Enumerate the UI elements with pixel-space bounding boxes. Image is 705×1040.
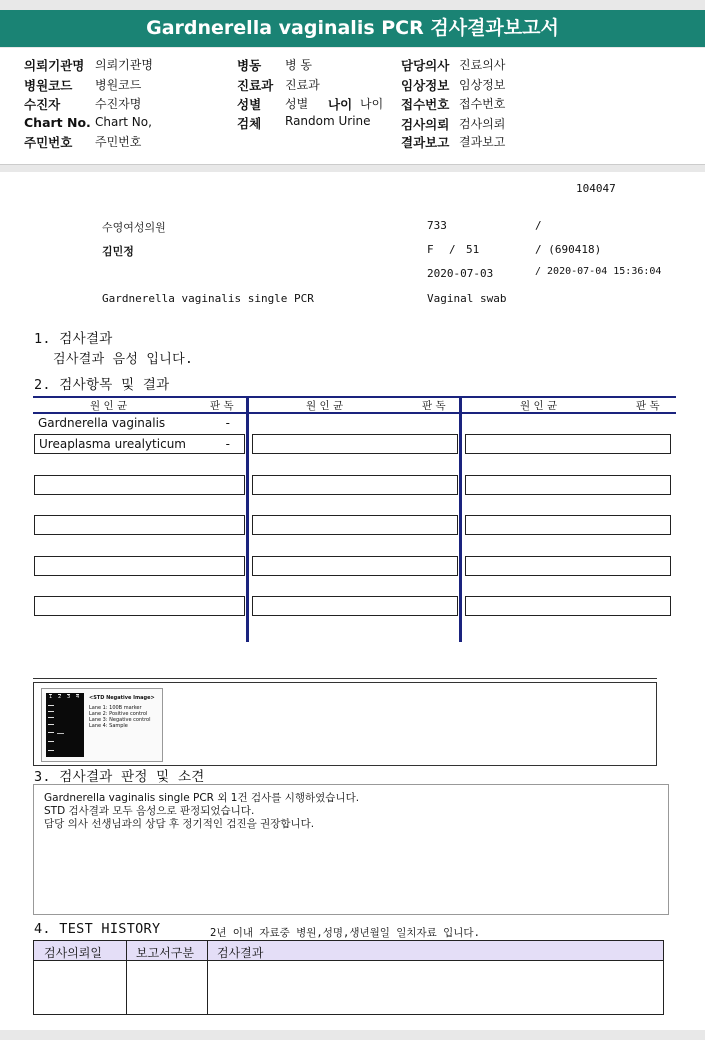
empty-row xyxy=(252,596,458,616)
header-label: Chart No. xyxy=(24,115,91,130)
header-label: 담당의사 xyxy=(401,58,450,73)
header-label: 병원코드 xyxy=(24,78,73,93)
section-4-title: 4. TEST HISTORY xyxy=(34,921,161,937)
comment-box xyxy=(33,784,669,915)
empty-row xyxy=(465,434,671,454)
empty-row xyxy=(465,556,671,576)
header-value: 검사의뢰 xyxy=(459,117,506,131)
gel-image xyxy=(41,688,163,762)
empty-row xyxy=(465,515,671,535)
header-label: 수진자 xyxy=(24,97,61,112)
header-label: 성별 xyxy=(237,97,262,112)
report-number: 104047 xyxy=(576,182,616,195)
patient-birth: / (690418) xyxy=(535,243,602,256)
gel-band xyxy=(48,724,54,725)
clinic-code: 733 xyxy=(427,219,447,232)
column-divider xyxy=(459,396,462,642)
empty-row xyxy=(252,434,458,454)
comment-line: 담당 의사 선생님과의 상담 후 정기적인 검진을 권장합니다. xyxy=(44,818,315,830)
column-header-organism: 원 인 균 xyxy=(520,400,558,412)
header-label: 결과보고 xyxy=(401,135,450,150)
gel-caption xyxy=(89,695,155,729)
empty-row xyxy=(34,475,245,495)
gel-band xyxy=(48,750,54,751)
header-value: 성별 xyxy=(285,97,309,111)
empty-row xyxy=(252,515,458,535)
history-table xyxy=(33,940,664,1015)
report-datetime: / 2020-07-04 15:36:04 xyxy=(535,266,662,277)
gel-caption-title: <STD Negative Image> xyxy=(89,695,155,701)
column-header-result: 검사결과 xyxy=(217,946,264,960)
patient-age: 51 xyxy=(466,243,480,256)
patient-name: 김민정 xyxy=(102,245,134,258)
receipt-date: 2020-07-03 xyxy=(427,267,494,280)
column-header-organism: 원 인 균 xyxy=(90,400,128,412)
column-header-verdict: 판 독 xyxy=(422,400,446,412)
header-label: 진료과 xyxy=(237,78,274,93)
specimen-type: Vaginal swab xyxy=(427,292,507,305)
header-label: 임상정보 xyxy=(401,78,450,93)
organism-name: Ureaplasma urealyticum xyxy=(39,437,186,451)
gel-band xyxy=(48,732,54,733)
header-label: 주민번호 xyxy=(24,135,73,150)
empty-row xyxy=(34,596,245,616)
comment-line: Gardnerella vaginalis single PCR 외 1건 검사를 시행하였습니다. xyxy=(44,792,360,804)
report-header xyxy=(0,48,705,165)
header-value: 임상정보 xyxy=(459,78,506,92)
column-divider xyxy=(246,396,249,642)
column-header-organism: 원 인 균 xyxy=(306,400,344,412)
organism-name: Gardnerella vaginalis xyxy=(38,416,166,430)
header-value: 진료과 xyxy=(285,78,320,92)
gel-caption-line: Lane 3: Negative control xyxy=(89,717,151,723)
header-value: 주민번호 xyxy=(95,135,142,149)
lane-number: 3 xyxy=(67,694,71,700)
gel-image-box xyxy=(33,682,657,766)
empty-row xyxy=(34,515,245,535)
divider xyxy=(33,678,657,679)
header-value: 의뢰기관명 xyxy=(95,58,153,72)
section-3-title: 3. 검사결과 판정 및 소견 xyxy=(34,769,205,785)
separator: / xyxy=(449,243,456,256)
empty-row xyxy=(252,475,458,495)
header-value: 진료의사 xyxy=(459,58,506,72)
column-header-verdict: 판 독 xyxy=(636,400,660,412)
gel-band xyxy=(57,733,64,734)
header-label: 병동 xyxy=(237,58,262,73)
gel-band xyxy=(48,717,54,718)
result-summary: 검사결과 음성 입니다. xyxy=(53,352,194,367)
section-2-title: 2. 검사항목 및 결과 xyxy=(34,377,170,393)
header-value: 나이 xyxy=(360,97,384,111)
organism-verdict: - xyxy=(225,416,230,430)
header-label: 검사의뢰 xyxy=(401,117,450,132)
section-1-title: 1. 검사결과 xyxy=(34,331,113,347)
empty-row xyxy=(34,556,245,576)
header-value: 수진자명 xyxy=(95,97,142,111)
gel-caption-line: Lane 1: 100B marker xyxy=(89,705,142,711)
column-header-report-type: 보고서구분 xyxy=(136,946,194,960)
lane-number: 4 xyxy=(76,694,80,700)
result-table-header xyxy=(33,398,676,412)
gel-band xyxy=(48,711,54,712)
gel-caption-line: Lane 4: Sample xyxy=(89,723,128,729)
header-value: Random Urine xyxy=(285,114,371,128)
report-page xyxy=(0,172,705,1030)
header-label: 검체 xyxy=(237,116,262,131)
history-note: 2년 이내 자료중 병원,성명,생년월일 일치자료 입니다. xyxy=(210,927,480,939)
empty-row xyxy=(465,475,671,495)
header-label: 의뢰기관명 xyxy=(24,58,85,73)
header-label: 접수번호 xyxy=(401,97,450,112)
header-value: Chart No, xyxy=(95,115,152,129)
header-value: 병 동 xyxy=(285,58,312,72)
empty-row xyxy=(465,596,671,616)
gel-caption-line: Lane 2: Positive control xyxy=(89,711,148,717)
header-value: 접수번호 xyxy=(459,97,506,111)
gel-band xyxy=(48,705,54,706)
gel-band xyxy=(48,741,54,742)
comment-line: STD 검사결과 모두 음성으로 판정되었습니다. xyxy=(44,805,255,817)
lane-number: 1 xyxy=(49,694,53,700)
result-row xyxy=(34,434,245,454)
clinic-name: 수영여성의원 xyxy=(102,221,166,234)
gel-electrophoresis-image xyxy=(46,693,84,757)
result-row xyxy=(34,414,244,434)
header-value: 결과보고 xyxy=(459,135,506,149)
header-value: 병원코드 xyxy=(95,78,142,92)
report-title: Gardnerella vaginalis PCR 검사결과보고서 xyxy=(0,10,705,47)
patient-sex: F xyxy=(427,243,434,256)
lane-number: 2 xyxy=(58,694,62,700)
separator: / xyxy=(535,219,542,232)
column-header-request-date: 검사의뢰일 xyxy=(44,946,102,960)
empty-row xyxy=(252,556,458,576)
test-name: Gardnerella vaginalis single PCR xyxy=(102,292,314,305)
header-label: 나이 xyxy=(328,97,353,112)
column-header-verdict: 판 독 xyxy=(210,400,234,412)
organism-verdict: - xyxy=(225,437,230,451)
